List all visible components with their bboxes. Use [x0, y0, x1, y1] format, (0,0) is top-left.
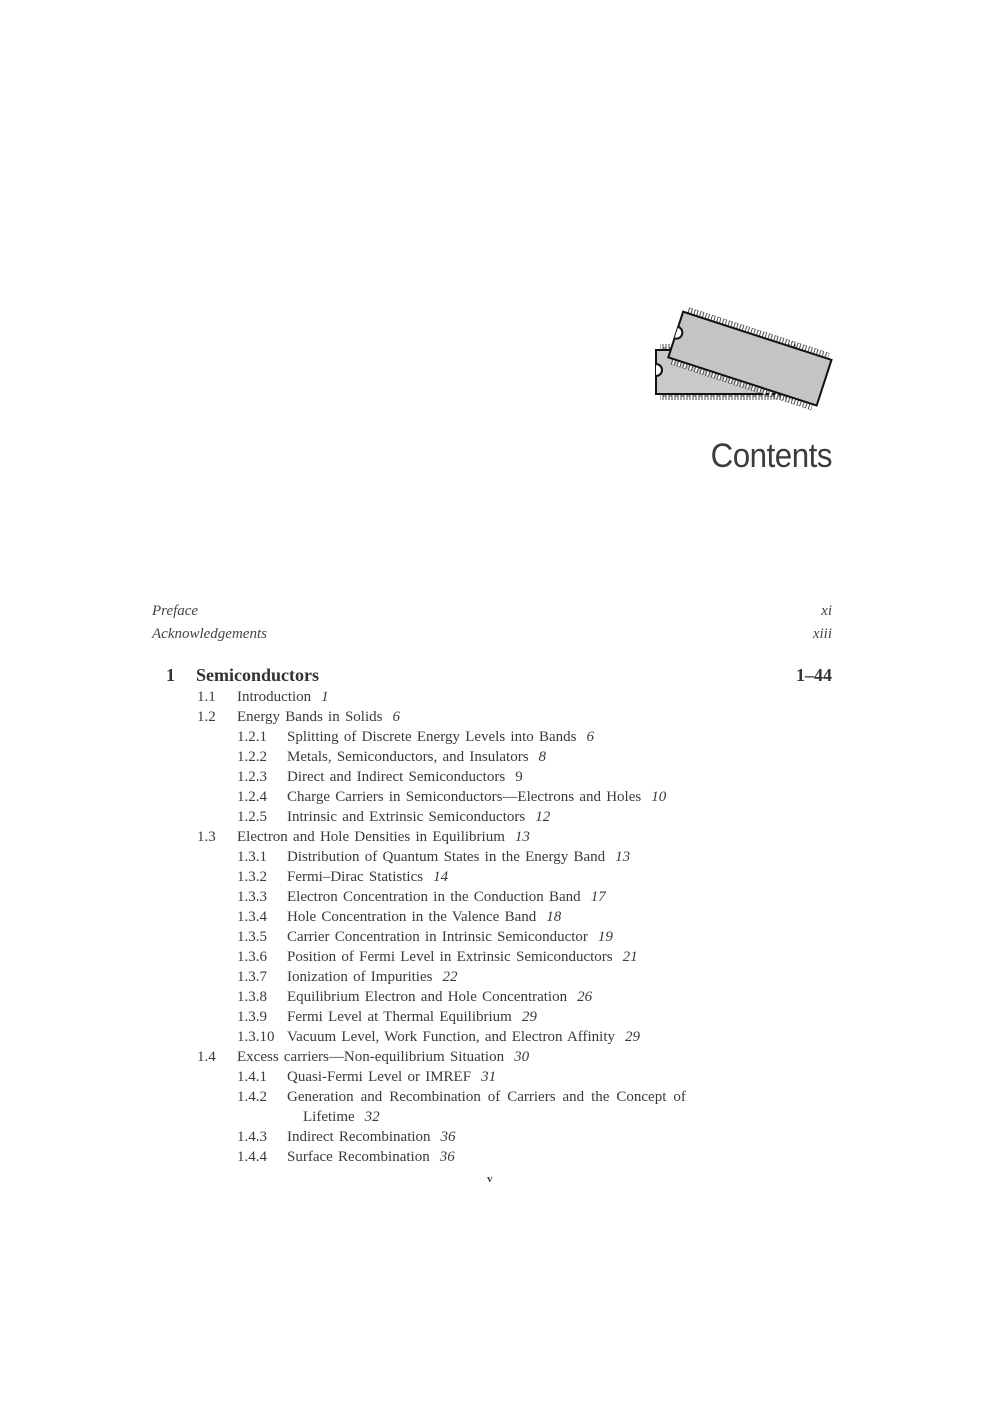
page-number: v [487, 1173, 493, 1185]
acknowledgements-label: Acknowledgements [152, 626, 267, 642]
entry-title: Distribution of Quantum States in the Energy Band [287, 849, 606, 865]
entry-title: Vacuum Level, Work Function, and Electron Affinity [287, 1029, 616, 1045]
entry-title: Ionization of Impurities [287, 969, 433, 985]
entry-number: 1.3.3 [237, 889, 267, 905]
entry-number: 1.4.2 [237, 1089, 267, 1105]
entry-number: 1.3.2 [237, 869, 267, 885]
chapter-pages: 1–44 [796, 665, 832, 685]
entry-title: Fermi–Dirac Statistics [287, 869, 424, 885]
entry-number: 1.1 [197, 689, 216, 705]
acknowledgements-page: xiii [812, 626, 832, 642]
entry-title: Position of Fermi Level in Extrinsic Semiconductors [287, 949, 613, 965]
entry-title: Direct and Indirect Semiconductors [287, 769, 506, 785]
entry-page: 32 [364, 1109, 380, 1125]
entry-title: Carrier Concentration in Intrinsic Semiconductor [287, 929, 588, 945]
entry-page: 29 [521, 1009, 537, 1025]
entry-title: Equilibrium Electron and Hole Concentration [287, 989, 568, 1005]
entry-number: 1.3.7 [237, 969, 267, 985]
entry-number: 1.4.4 [237, 1149, 267, 1165]
chapter-number: 1 [166, 665, 175, 685]
entry-page: 13 [514, 829, 530, 845]
entry-number: 1.2.2 [237, 749, 267, 765]
entry-page: 26 [577, 989, 593, 1005]
entry-page: 31 [481, 1069, 497, 1085]
entry-number: 1.3.6 [237, 949, 267, 965]
entry-number: 1.2.1 [237, 729, 267, 745]
entry-page: 6 [586, 729, 595, 745]
entry-page: 10 [651, 789, 667, 805]
entry-number: 1.4.3 [237, 1129, 267, 1145]
entry-number: 1.3.9 [237, 1009, 267, 1025]
entry-page: 19 [597, 929, 613, 945]
entry-page: 9 [515, 769, 523, 785]
entry-title: Charge Carriers in Semiconductors—Electrons and Holes [287, 789, 642, 805]
entry-title: Electron and Hole Densities in Equilibrium [237, 829, 505, 845]
entry-page: 36 [440, 1129, 456, 1145]
entry-number: 1.4.1 [237, 1069, 267, 1085]
preface-page: xi [821, 603, 832, 619]
entry-number: 1.4 [197, 1049, 216, 1065]
entry-page: 18 [546, 909, 562, 925]
entry-page: 17 [590, 889, 606, 905]
entry-title: Electron Concentration in the Conduction Band [287, 889, 581, 905]
preface-label: Preface [152, 603, 199, 619]
entry-page: 13 [615, 849, 631, 865]
entry-title: Intrinsic and Extrinsic Semiconductors [287, 809, 526, 825]
page-title: Contents [710, 437, 832, 475]
entry-page: 22 [442, 969, 458, 985]
entry-title: Energy Bands in Solids [237, 709, 383, 725]
entry-title: Hole Concentration in the Valence Band [287, 909, 537, 925]
entry-page: 29 [625, 1029, 641, 1045]
entry-number: 1.3 [197, 829, 216, 845]
entry-title: Excess carriers—Non-equilibrium Situation [237, 1049, 505, 1065]
entry-title: Surface Recombination [287, 1149, 430, 1165]
entry-page: 6 [392, 709, 400, 725]
entry-page: 36 [439, 1149, 455, 1165]
entry-page: 21 [622, 949, 638, 965]
chip-icon [650, 300, 840, 412]
entry-page: 14 [433, 869, 449, 885]
entry-number: 1.3.10 [237, 1029, 275, 1045]
entry-title: Introduction [237, 689, 312, 705]
entry-title: Fermi Level at Thermal Equilibrium [287, 1009, 512, 1025]
entry-number: 1.3.4 [237, 909, 267, 925]
entry-page: 30 [514, 1049, 530, 1065]
toc-entry-continuation [303, 1109, 380, 1126]
entry-title: Splitting of Discrete Energy Levels into Bands [287, 729, 577, 745]
entry-title: Generation and Recombination of Carriers and the Concept of [287, 1089, 686, 1105]
entry-number: 1.2.4 [237, 789, 267, 805]
entry-page: 12 [535, 809, 551, 825]
chapter-title: Semiconductors [196, 665, 319, 685]
entry-title: Metals, Semiconductors, and Insulators [287, 749, 529, 765]
entry-title: Indirect Recombination [287, 1129, 431, 1145]
entry-number: 1.3.8 [237, 989, 267, 1005]
entry-number: 1.3.5 [237, 929, 267, 945]
entry-page: 1 [321, 689, 329, 705]
entry-number: 1.3.1 [237, 849, 267, 865]
entry-title: Quasi-Fermi Level or IMREF [287, 1069, 472, 1085]
entry-number: 1.2 [197, 709, 216, 725]
entry-title: Lifetime [303, 1109, 355, 1125]
entry-number: 1.2.3 [237, 769, 267, 785]
entry-number: 1.2.5 [237, 809, 267, 825]
entry-page: 8 [538, 749, 547, 765]
